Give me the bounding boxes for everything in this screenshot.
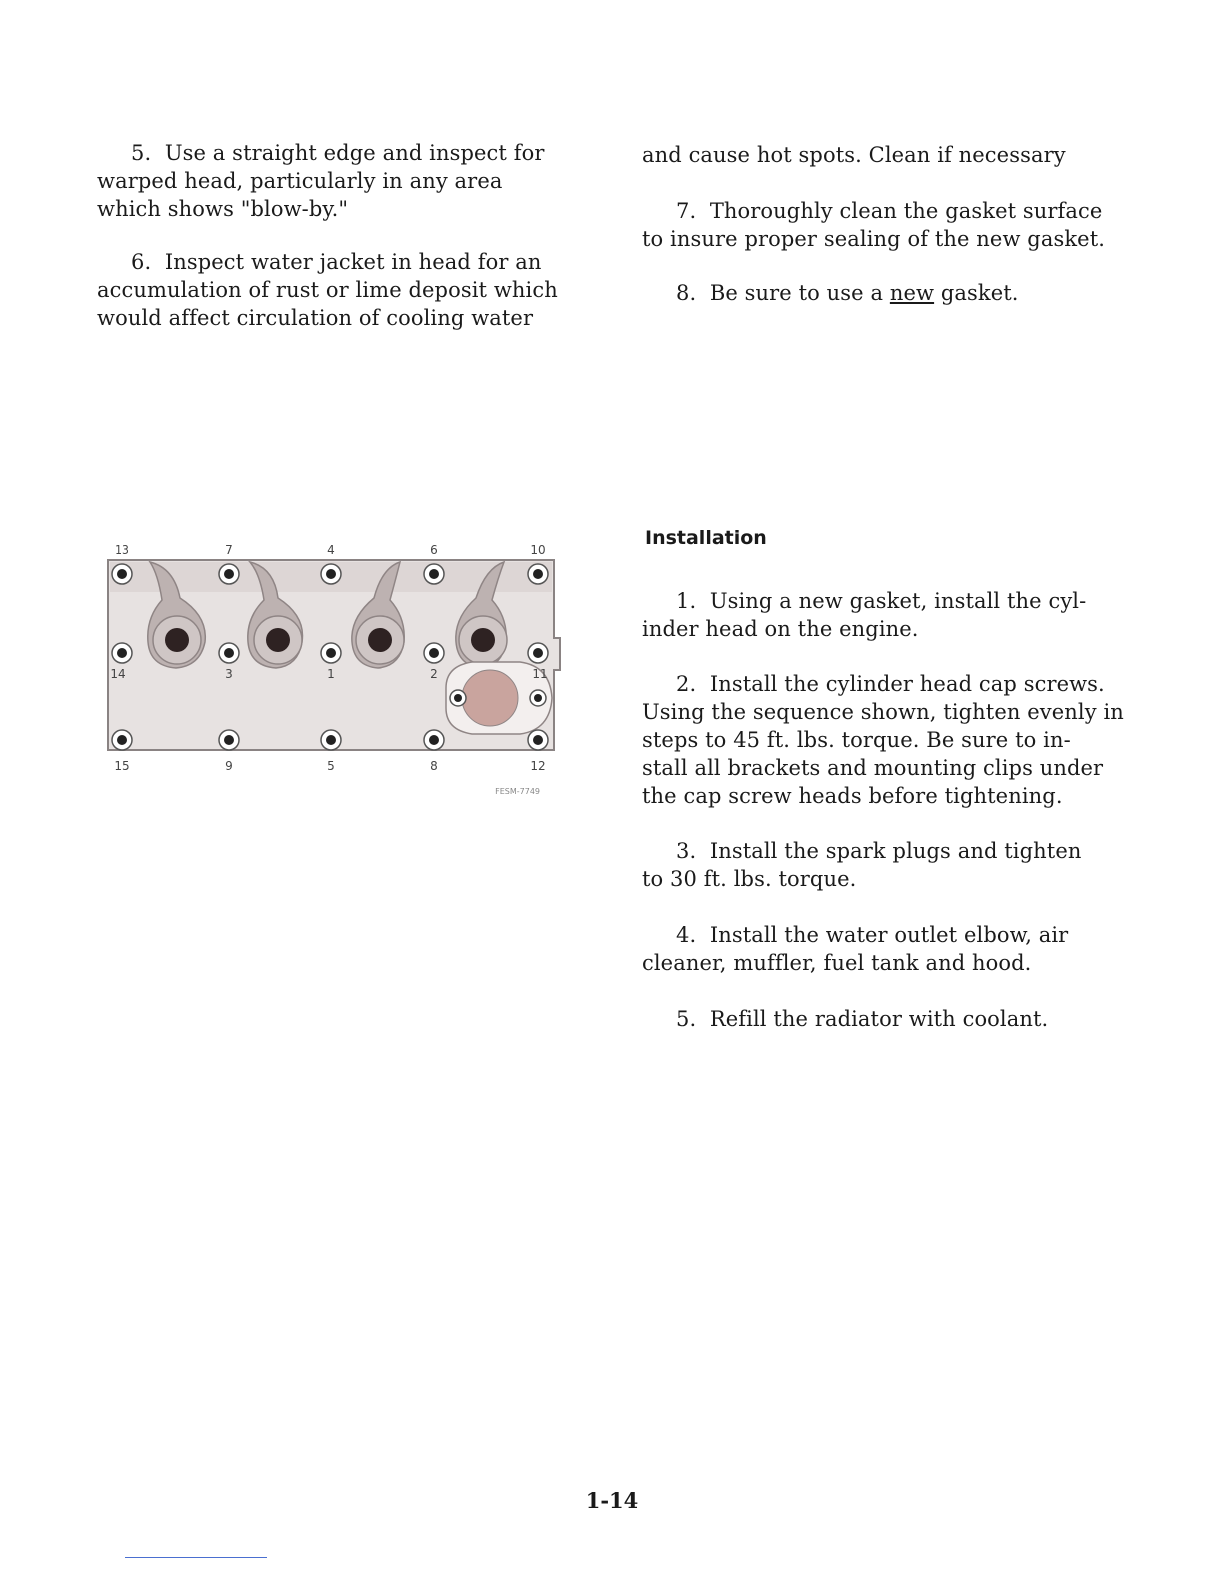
bolt-center [429,648,439,658]
bolt-center [117,648,127,658]
text-line: steps to 45 ft. lbs. torque. Be sure to in- [642,728,1071,752]
bolt-number-label: 9 [225,759,233,773]
bolt-center [534,694,542,702]
text-line: to insure proper sealing of the new gasket. [642,227,1106,251]
text-line: cleaner, muffler, fuel tank and hood. [642,951,1032,975]
bolt-number-label: 13 [115,543,129,557]
paragraph-number: 5. [131,141,152,165]
paragraph-number: 8. [676,281,697,305]
bolt-number-label: 3 [225,667,233,681]
bolt-center [224,735,234,745]
text-line: would affect circulation of cooling water [97,306,534,330]
text-line: Thoroughly clean the gasket surface [709,199,1103,223]
bolt-number-label: 15 [114,759,130,773]
bolt-center [454,694,462,702]
figure-code: FESM-7749 [495,787,540,796]
step-number: 2. [676,672,697,696]
spark-plug-hole [266,628,290,652]
text-line: which shows "blow-by." [97,197,349,221]
step-number: 3. [676,839,697,863]
spark-plug-hole [165,628,189,652]
paragraph-8 [642,279,1122,307]
footer-rule [125,1557,267,1558]
text-line: Using the sequence shown, tighten evenly in [642,700,1124,724]
text-line: the cap screw heads before tightening. [642,784,1063,808]
bolt-center [117,569,127,579]
emphasis-underlined: new [889,281,935,305]
bolt-number-label: 4 [327,543,335,557]
paragraph-number: 7. [676,199,697,223]
paragraph-number: 6. [131,250,152,274]
step-number: 1. [676,589,697,613]
text-line: Inspect water jacket in head for an [164,250,542,274]
spark-plug-hole [368,628,392,652]
text-line: Install the spark plugs and tighten [709,839,1082,863]
text-segment: gasket. [934,281,1019,305]
text-line: Refill the radiator with coolant. [709,1007,1049,1031]
bolt-number-label: 6 [430,543,438,557]
text-line: to 30 ft. lbs. torque. [642,867,857,891]
bolt-center [117,735,127,745]
bolt-center [429,569,439,579]
bolt-center [533,735,543,745]
text-line: Using a new gasket, install the cyl- [709,589,1087,613]
bolt-number-label: 7 [225,543,233,557]
step-number: 5. [676,1007,697,1031]
text-line: warped head, particularly in any area [97,169,503,193]
bolt-center [326,569,336,579]
bolt-center [533,648,543,658]
text-line: and cause hot spots. Clean if necessary [642,143,1066,167]
bolt-center [326,648,336,658]
cylinder-head-bolt-sequence-diagram [100,538,562,800]
text-line: Install the cylinder head cap screws. [709,672,1105,696]
water-outlet-port [462,670,518,726]
spark-plug-hole [471,628,495,652]
bolt-number-label: 11 [532,667,548,681]
bolt-number-label: 5 [327,759,335,773]
section-heading-installation: Installation [645,527,767,549]
step-3 [642,837,1122,893]
bolt-number-label: 12 [530,759,546,773]
text-line: Install the water outlet elbow, air [709,923,1069,947]
paragraph-6 [97,248,577,332]
page-number: 1-14 [585,1488,639,1513]
paragraph-6-continued [642,141,1122,169]
step-4 [642,921,1122,977]
paragraph-5 [97,139,567,223]
step-2 [642,670,1132,810]
bolt-center [224,648,234,658]
bolt-number-label: 1 [327,667,335,681]
text-segment: Be sure to use a [709,281,890,305]
step-1 [642,587,1122,643]
bolt-number-label: 2 [430,667,438,681]
paragraph-7 [642,197,1122,253]
step-number: 4. [676,923,697,947]
bolt-center [326,735,336,745]
text-line: Use a straight edge and inspect for [164,141,545,165]
step-5 [642,1005,1122,1033]
text-line: inder head on the engine. [642,617,919,641]
bolt-number-label: 10 [530,543,546,557]
bolt-number-label: 14 [110,667,126,681]
bolt-center [533,569,543,579]
bolt-center [224,569,234,579]
bolt-number-label: 8 [430,759,438,773]
text-line: stall all brackets and mounting clips under [642,756,1104,780]
text-line: accumulation of rust or lime deposit which [97,278,558,302]
bolt-center [429,735,439,745]
